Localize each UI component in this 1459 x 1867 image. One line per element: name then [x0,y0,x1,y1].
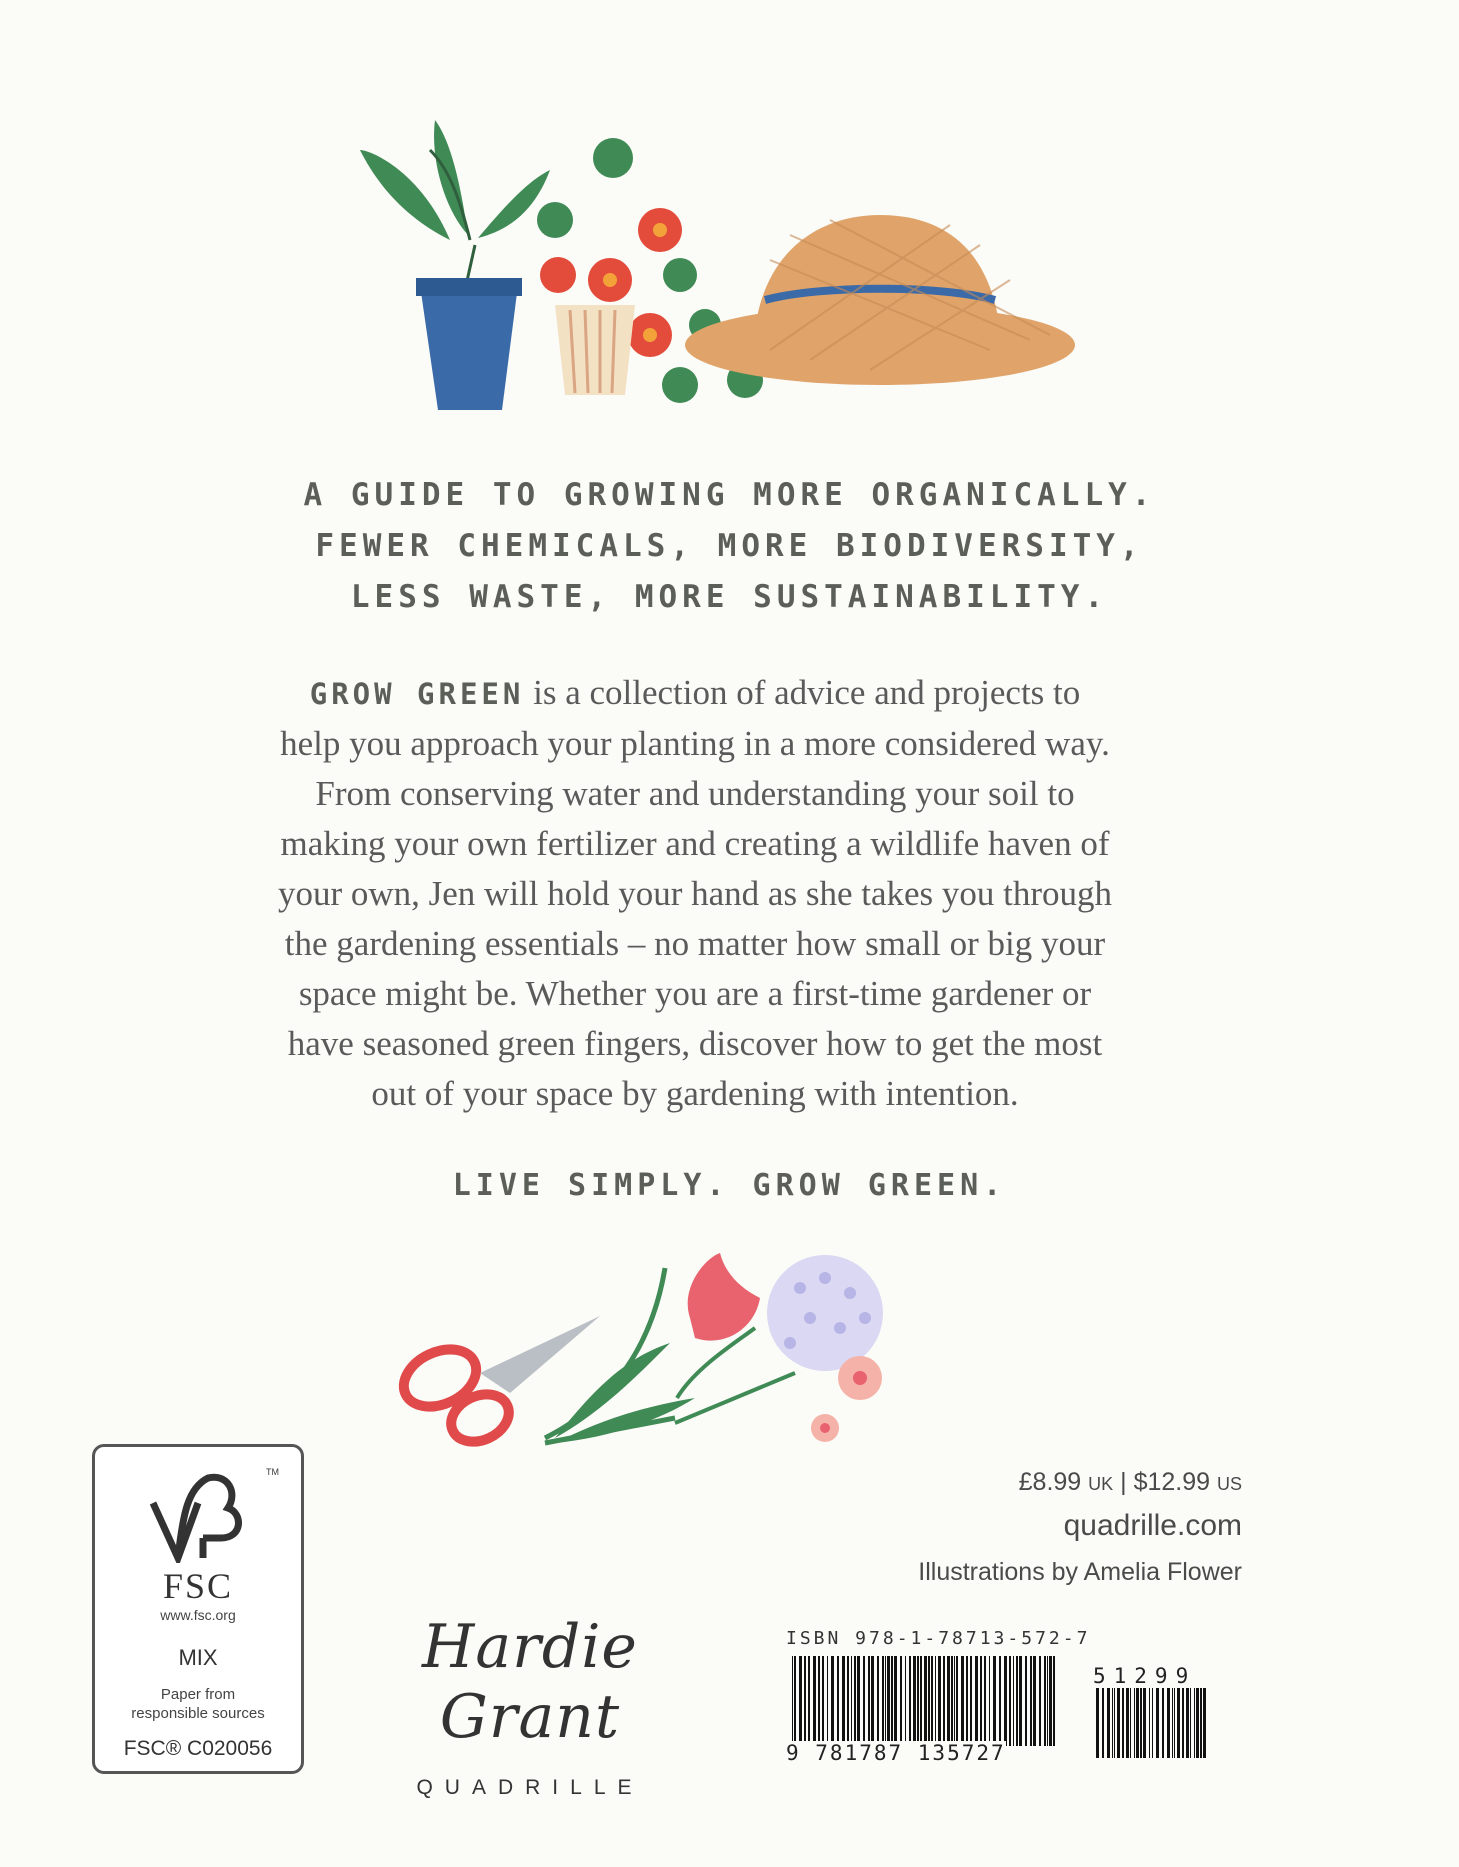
price-separator: | [1113,1468,1134,1496]
barcode-bar [887,1656,890,1746]
illustration-credit: Illustrations by Amelia Flower [918,1558,1242,1586]
barcode-bar [943,1656,945,1746]
garden-illustration-top [350,110,1080,430]
fsc-paper-text [95,1685,301,1723]
barcode-bar [954,1656,955,1746]
barcode-bar [1030,1656,1032,1746]
barcode-bar [808,1656,810,1746]
barcode-bar [1186,1688,1189,1758]
blurb-line: have seasoned green fingers, discover how to get the most [287,1024,1103,1063]
barcode-bar [877,1656,879,1746]
barcode-bar [1174,1688,1175,1758]
price-us: $12.99 [1133,1468,1211,1496]
publisher-name: Hardie Grant [422,1612,638,1752]
barcode-bar [966,1656,968,1746]
barcode-bar [868,1656,870,1746]
barcode-bar [1039,1656,1041,1746]
barcode-bar [1130,1688,1131,1758]
barcode-bar [1033,1656,1036,1746]
fsc-code: FSC® C020056 [123,1737,273,1760]
barcode-bar [794,1656,796,1746]
barcode-bar [961,1656,964,1746]
blurb-line: the gardening essentials – no matter how small or big your [284,924,1106,963]
barcode-bar [984,1656,986,1746]
straw-hat-icon [685,215,1075,385]
barcode-bar [1117,1688,1120,1758]
blurb-line: your own, Jen will hold your hand as she takes you through [277,874,1113,913]
barcode-bar [863,1656,865,1746]
website: quadrille.com [1063,1509,1242,1542]
barcode-bar [854,1656,856,1746]
barcode-bar [827,1656,828,1746]
blurb-line: making your own fertilizer and creating a wildlife haven of [280,824,1110,863]
barcode-bar [1167,1688,1170,1758]
barcode-bar [956,1656,958,1746]
publisher-logo [340,1612,720,1800]
barcode-bar [909,1656,911,1746]
barcode-bar [920,1656,922,1746]
barcode-bar [837,1656,839,1746]
barcode-bar [1004,1656,1007,1746]
barcode-bar [1126,1688,1129,1758]
barcode-bar [1177,1688,1180,1758]
barcode-bar [818,1656,820,1746]
barcode-bar [847,1656,849,1746]
barcode-bar [1107,1688,1110,1758]
barcode-bar [1009,1656,1011,1746]
addon-digits: 51299 [1093,1664,1197,1688]
fsc-paper-line: Paper from [160,1686,236,1703]
barcode-bar [1203,1688,1206,1758]
barcode-bar [857,1656,860,1746]
barcode-bar [1114,1688,1115,1758]
barcode-bar [894,1656,897,1746]
barcode-bar [1053,1656,1055,1746]
barcode-bar [1200,1688,1202,1758]
barcode-bar [804,1656,806,1746]
barcode-bar [871,1656,874,1746]
barcode-bar [928,1656,930,1746]
barcode-bar [1190,1688,1191,1758]
barcode-bar [1136,1688,1139,1758]
publisher-imprint: QUADRILLE [416,1776,644,1799]
barcode-bar [1156,1688,1159,1758]
barcode-bar [1143,1688,1146,1758]
blurb-line: out of your space by gardening with intention. [371,1074,1019,1113]
tulip-icon [545,1253,760,1443]
barcode-bar [913,1656,916,1746]
potted-plant-icon [360,120,550,410]
barcode-bar [951,1656,953,1746]
blurb-line: help you approach your planting in a more considered way. [280,724,1110,763]
scissors-icon [395,1316,600,1451]
barcode-bar [1016,1656,1018,1746]
barcode-bar [1134,1688,1135,1758]
price-uk: £8.99 [1018,1468,1082,1496]
blurb-text: is a collection of advice and projects to [524,673,1081,712]
barcode-bar [1096,1688,1099,1758]
isbn-text: ISBN 978-1-78713-572-7 [786,1628,1091,1649]
barcode-bar [1122,1688,1124,1758]
barcode-bar [1013,1656,1014,1746]
fsc-trademark: TM [266,1467,279,1477]
barcode-bar [1025,1656,1027,1746]
barcode-bar [999,1656,1001,1746]
price [1019,1468,1242,1497]
barcode-bar [1102,1688,1104,1758]
blurb-line [215,668,1175,719]
fsc-word: FSC [162,1566,234,1606]
barcode-bar [938,1656,941,1746]
barcode-bar [935,1656,936,1746]
barcode-bar [1194,1688,1195,1758]
barcode-bar [1140,1688,1142,1758]
description-paragraph [215,668,1175,1119]
barcode-bar [989,1656,990,1746]
fsc-paper-line: responsible sources [131,1705,265,1722]
blurb-line: From conserving water and understanding your soil to [315,774,1075,813]
garden-illustration-bottom [395,1248,955,1468]
barcode-bar [1149,1688,1150,1758]
barcode-bar [970,1656,972,1746]
barcode-bar [1044,1656,1046,1746]
barcode-bar [813,1656,816,1746]
fsc-label [92,1444,304,1774]
barcode-bar [842,1656,845,1746]
barcode-bar [1172,1688,1173,1758]
tagline [0,470,1459,623]
barcode-bar [799,1656,802,1746]
barcode-bar [947,1656,950,1746]
barcode-bar [1182,1688,1184,1758]
barcode-bar [1019,1656,1022,1746]
tagline-line: LESS WASTE, MORE SUSTAINABILITY. [350,579,1109,615]
blurb-line: space might be. Whether you are a first-time gardener or [298,974,1092,1013]
barcode-bar [980,1656,982,1746]
barcode-bar [1196,1688,1199,1758]
tagline-line: A GUIDE TO GROWING MORE ORGANICALLY. [303,477,1156,513]
book-title: GROW GREEN [309,677,525,711]
fsc-mix: MIX [178,1645,218,1670]
barcode-bar [1112,1688,1113,1758]
barcode-bar [1152,1688,1153,1758]
barcode-bar [924,1656,927,1746]
fsc-tree-icon [143,1463,253,1563]
price-us-unit: US [1216,1474,1242,1494]
barcode-bar [900,1656,902,1746]
barcode-bar [931,1656,933,1746]
barcode-bar [993,1656,996,1746]
price-uk-unit: UK [1088,1474,1114,1494]
motto: LIVE SIMPLY. GROW GREEN. [452,1168,1007,1203]
barcode-bar [975,1656,978,1746]
barcode-digits: 9 781787 135727 [786,1741,1006,1765]
barcode-bar [1049,1656,1052,1746]
barcode-bar [882,1656,884,1746]
barcode-bar [1162,1688,1164,1758]
fsc-url: www.fsc.org [160,1607,236,1623]
barcode-bar [1047,1656,1048,1746]
barcode-bar [891,1656,893,1746]
tagline-line: FEWER CHEMICALS, MORE BIODIVERSITY, [315,528,1144,564]
barcode-bar [885,1656,886,1746]
barcode-bar [822,1656,824,1746]
barcode-bar [831,1656,834,1746]
barcode-bar [917,1656,919,1746]
barcode-bar [851,1656,852,1746]
barcode-bar [905,1656,906,1746]
barcode-bar [792,1656,793,1746]
